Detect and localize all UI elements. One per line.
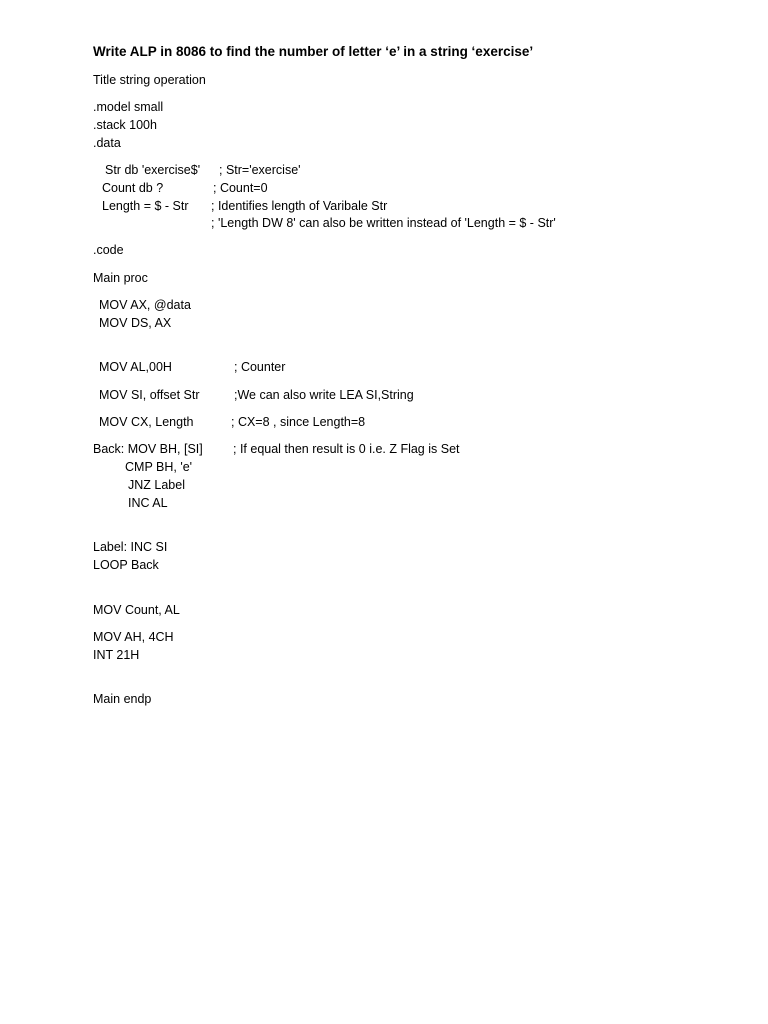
main-proc: Main proc	[93, 271, 148, 285]
decl-length-comment: ; Identifies length of Varibale Str	[211, 199, 388, 213]
instr-mov-ah: MOV AH, 4CH	[93, 630, 174, 644]
instr-inc-al: INC AL	[128, 496, 168, 510]
instr-mov-al: MOV AL,00H	[99, 360, 172, 374]
code-directive: .code	[93, 243, 124, 257]
instr-label: Label: INC SI	[93, 540, 168, 554]
title-line: Title string operation	[93, 73, 206, 87]
instr-mov-ds-ax: MOV DS, AX	[99, 316, 172, 330]
instr-cmp: CMP BH, 'e'	[125, 460, 193, 474]
decl-length-comment-2: ; 'Length DW 8' can also be written instead of 'Length = $ - Str'	[211, 216, 556, 230]
instr-back: Back: MOV BH, [SI]	[93, 442, 203, 456]
instr-mov-count: MOV Count, AL	[93, 603, 180, 617]
instr-back-comment: ; If equal then result is 0 i.e. Z Flag is Set	[233, 442, 460, 456]
instr-loop: LOOP Back	[93, 558, 159, 572]
main-endp: Main endp	[93, 692, 152, 706]
decl-count: Count db ?	[102, 181, 164, 195]
model-directive: .model small	[93, 100, 164, 114]
decl-str: Str db 'exercise$'	[105, 163, 201, 177]
instr-mov-cx: MOV CX, Length	[99, 415, 194, 429]
decl-count-comment: ; Count=0	[213, 181, 268, 195]
stack-directive: .stack 100h	[93, 118, 157, 132]
instr-mov-al-comment: ; Counter	[234, 360, 286, 374]
data-directive: .data	[93, 136, 121, 150]
instr-mov-ax-data: MOV AX, @data	[99, 298, 191, 312]
document-heading: Write ALP in 8086 to find the number of letter ‘e’ in a string ‘exercise’	[93, 44, 534, 59]
decl-length: Length = $ - Str	[102, 199, 189, 213]
instr-mov-si-comment: ;We can also write LEA SI,String	[234, 388, 414, 402]
instr-jnz: JNZ Label	[128, 478, 185, 492]
instr-int21: INT 21H	[93, 648, 140, 662]
instr-mov-cx-comment: ; CX=8 , since Length=8	[231, 415, 366, 429]
decl-str-comment: ; Str='exercise'	[219, 163, 301, 177]
instr-mov-si: MOV SI, offset Str	[99, 388, 200, 402]
